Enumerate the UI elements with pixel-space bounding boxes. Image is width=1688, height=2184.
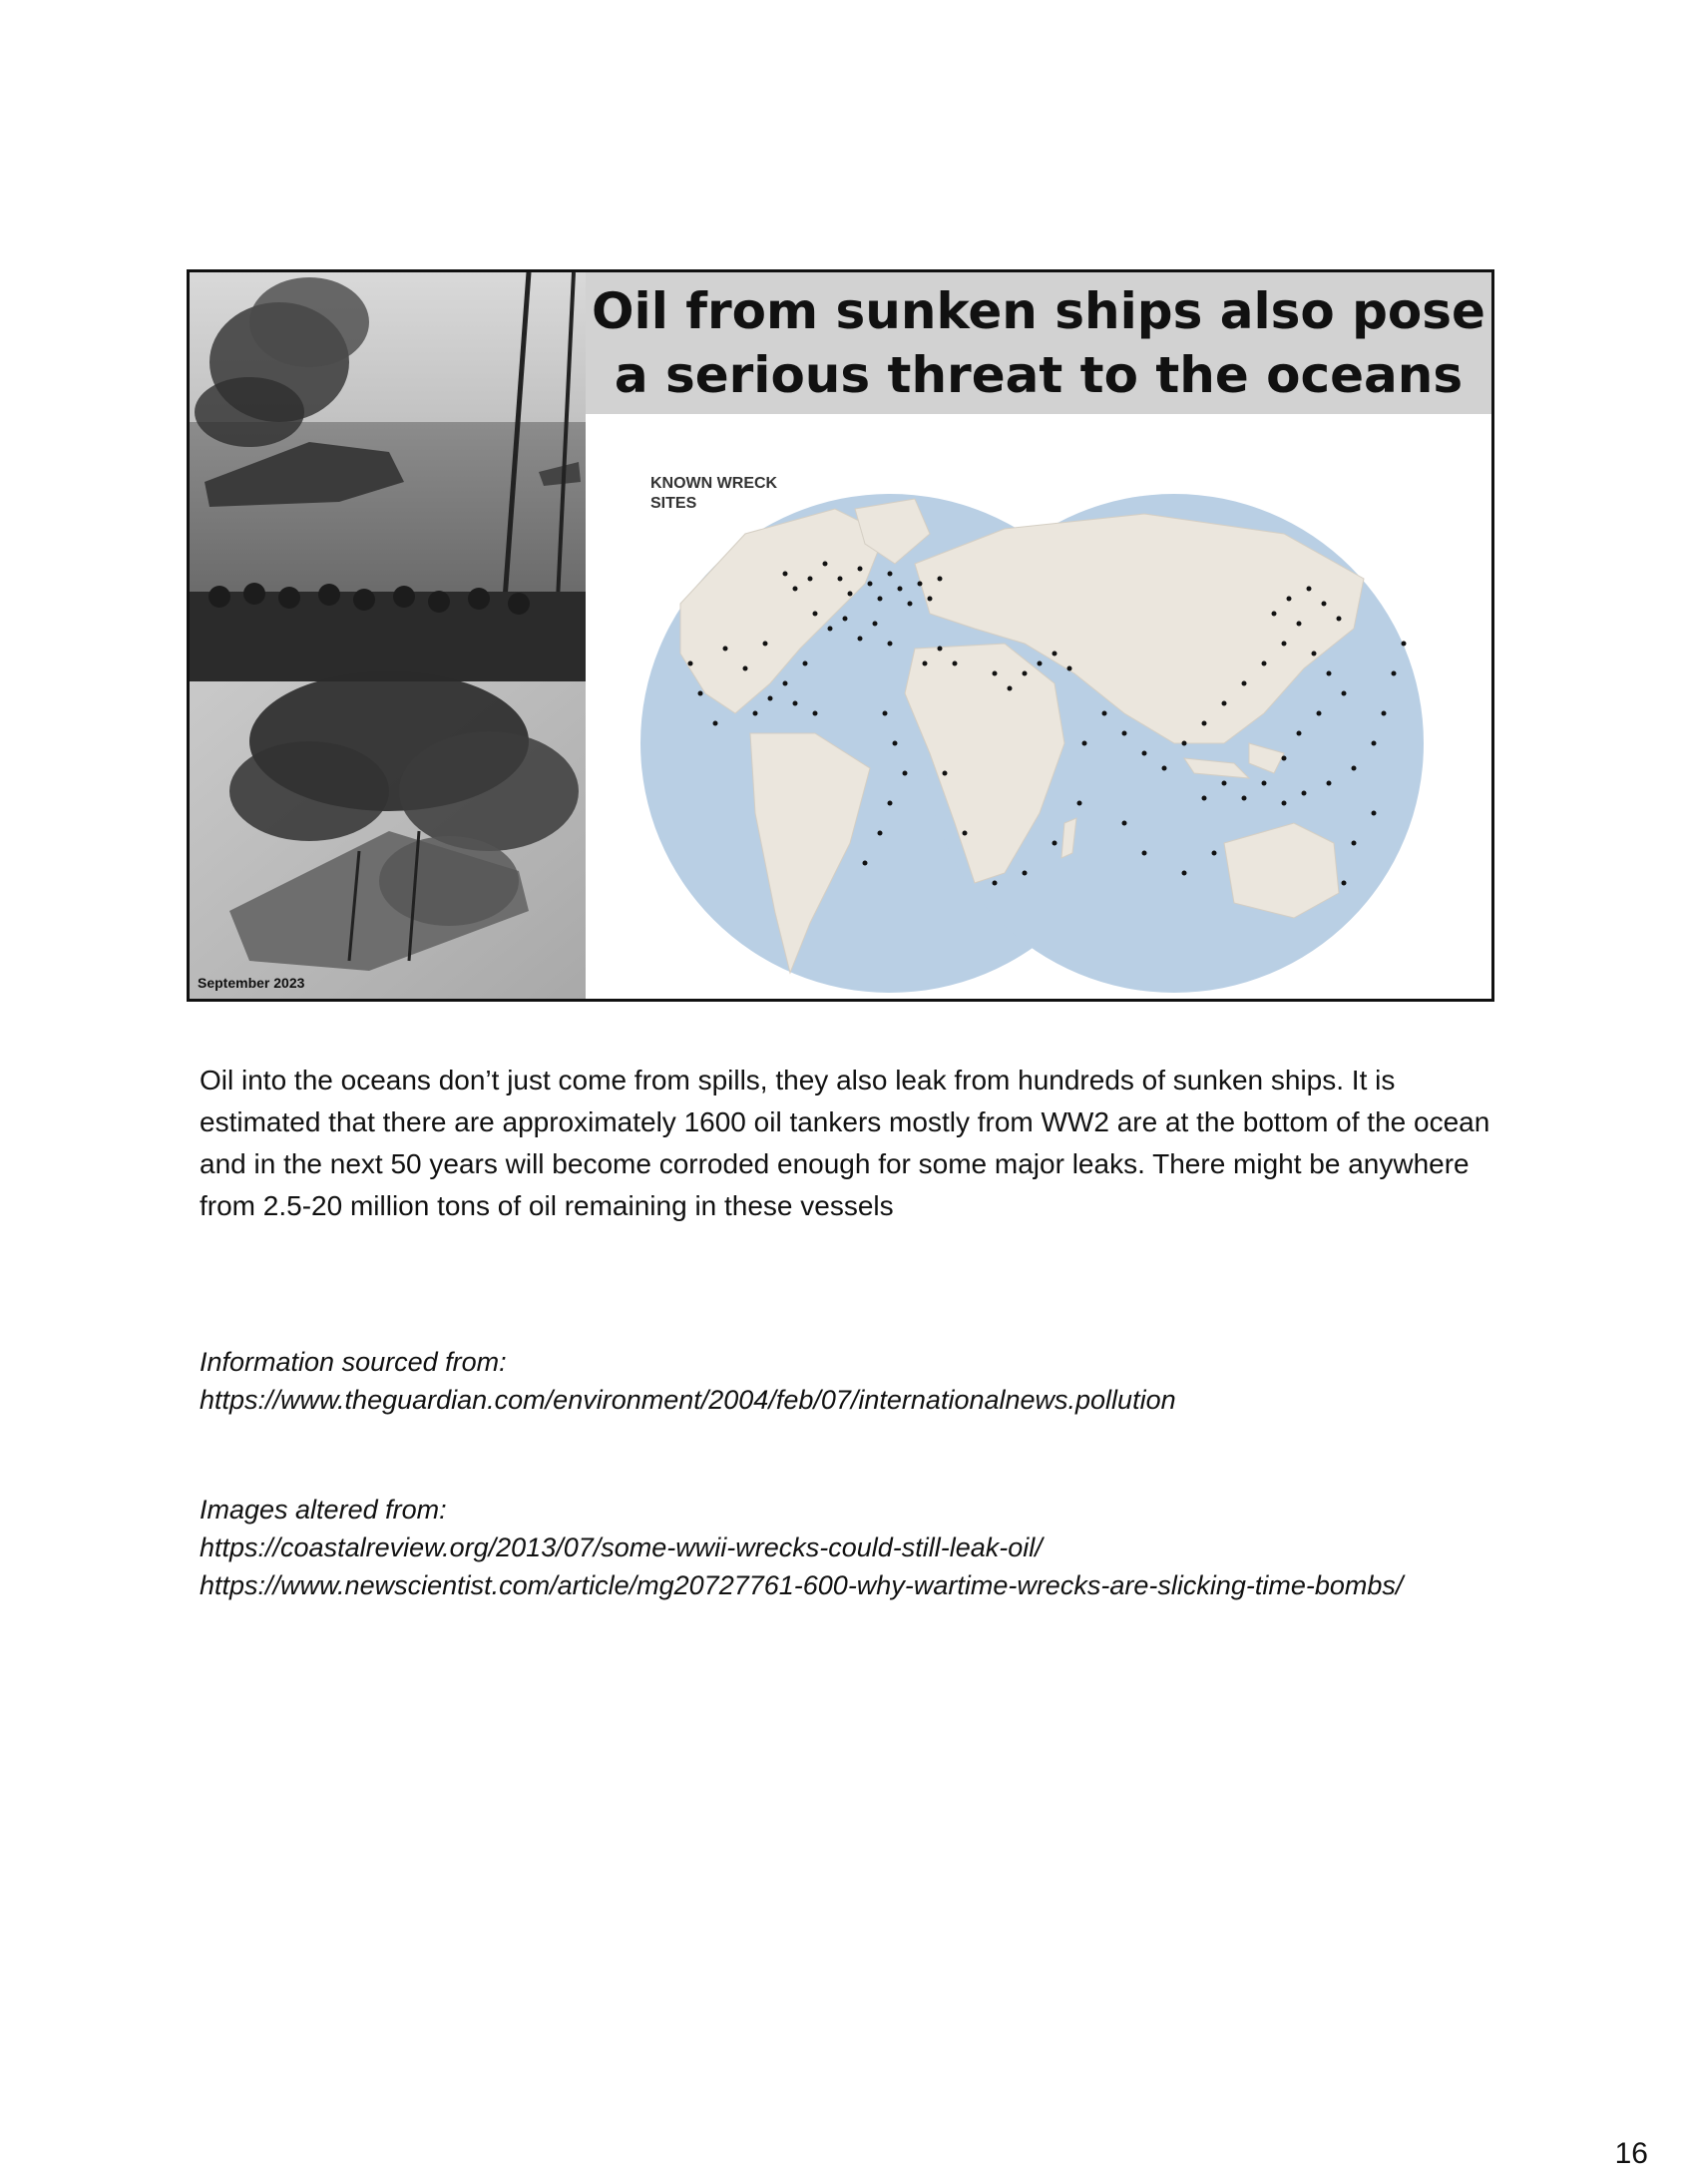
image-source-heading: Images altered from: [200, 1495, 447, 1525]
information-source-heading: Information sourced from: [200, 1347, 507, 1377]
image-source [200, 1491, 1496, 1604]
map-label: KNOWN WRECK SITES [650, 475, 778, 512]
page-number: 16 [1614, 2137, 1648, 2170]
information-source [200, 1343, 1496, 1419]
information-source-link[interactable]: https://www.theguardian.com/environment/2004/feb/07/internationalnews.pollution [200, 1385, 1176, 1415]
wreck-photo-collage [190, 272, 586, 999]
body-paragraph: Oil into the oceans don’t just come from spills, they also leak from hundreds of sunken ships. It is estimated that there are approximately 1600 oil tankers mostly from WW2 are at the bottom of the ocean and in the next 50 years will become corroded enough for some major leaks. There might be anywhere from 2.5-20 million tons of oil remaining in these vessels [200, 1065, 1490, 1221]
wreck-map [586, 414, 1491, 999]
image-source-link[interactable]: https://www.newscientist.com/article/mg20727761-600-why-wartime-wrecks-are-slicking-time-bombs/ [200, 1570, 1404, 1600]
slide-image [187, 269, 1494, 1002]
photo-caption: September 2023 [198, 975, 305, 991]
slide-title: Oil from sunken ships also pose a serious threat to the oceans [592, 282, 1485, 404]
image-source-link[interactable]: https://coastalreview.org/2013/07/some-wwii-wrecks-could-still-leak-oil/ [200, 1532, 1043, 1562]
slide-title-box [586, 272, 1491, 414]
